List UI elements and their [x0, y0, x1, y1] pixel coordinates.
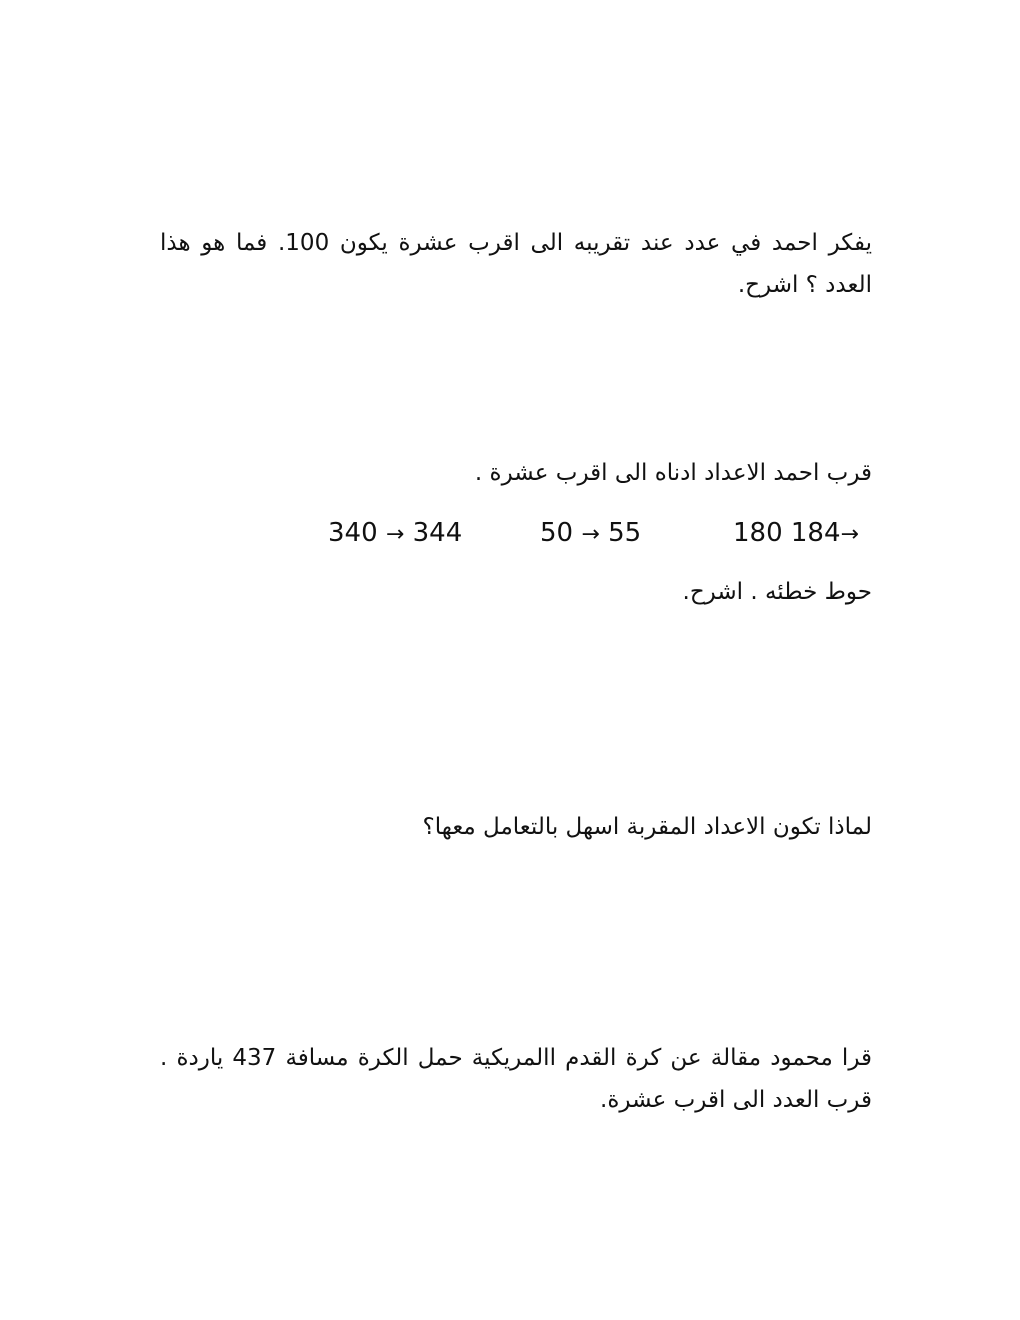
pair-rounded-value: 55 [608, 518, 642, 548]
pair-original-value: 340 [328, 518, 378, 548]
question-2-intro: قرب احمد الاعداد ادناه الى اقرب عشرة . [474, 460, 872, 486]
arrow-icon: → [385, 522, 405, 547]
rounding-pair [328, 516, 462, 552]
question-4-text: قرا محمود مقالة عن كرة القدم االمريكية حمل الكرة مسافة 437 ياردة . قرب العدد الى اقرب عشرة. [160, 1045, 873, 1113]
arrow-icon: → [840, 522, 859, 547]
pair-original-value: 50 [540, 518, 574, 548]
question-1-text: يفكر احمد في عدد عند تقريبه الى اقرب عشرة يكون 100. فما هو هذا العدد ؟ اشرح. [160, 230, 872, 298]
question-3-text: لماذا تكون الاعداد المقربة اسهل بالتعامل معها؟ [422, 814, 872, 840]
rounding-pair [733, 516, 859, 552]
rounding-pairs-row [320, 516, 872, 550]
arrow-icon: → [581, 522, 600, 547]
pair-original-value: 180 184 [733, 518, 841, 548]
question-2-instruction: حوط خطئه . اشرح. [682, 579, 872, 605]
rounding-pair [540, 516, 641, 552]
pair-rounded-value: 344 [412, 518, 463, 548]
